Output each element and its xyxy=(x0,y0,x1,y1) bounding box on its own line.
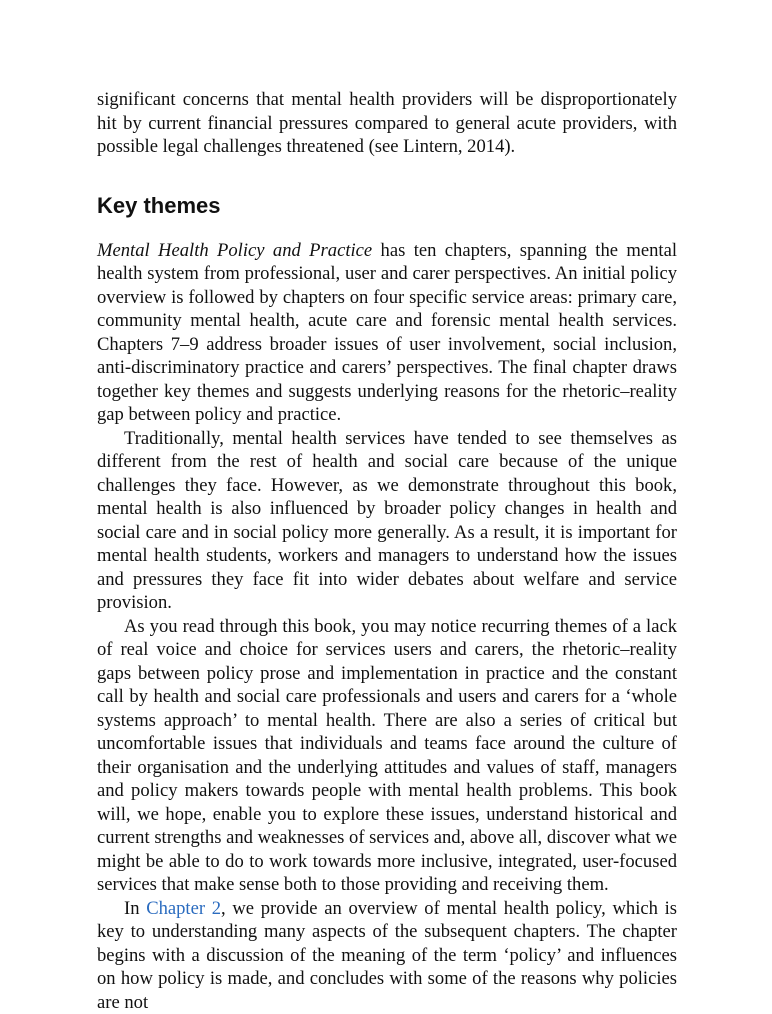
paragraph-chapter-2-prefix: In xyxy=(124,898,146,919)
intro-continuation-paragraph: significant concerns that mental health providers will be disproportionately hit by current financial pressures compared to general acute providers, with possible legal challenges threatened (see Lintern, 2014). xyxy=(97,88,677,159)
paragraph-chapter-2 xyxy=(97,897,677,1014)
paragraph-chapter-2-text: , we provide an overview of mental health policy, which is key to understanding many aspects of the subsequent chapters. The chapter begins with a discussion of the meaning of the term ‘policy’ and influences on how policy is made, and concludes with some of the reasons why policies are not xyxy=(97,898,677,1013)
paragraph-overview xyxy=(97,239,677,427)
chapter-2-link[interactable]: Chapter 2 xyxy=(146,898,221,919)
book-title: Mental Health Policy and Practice xyxy=(97,240,372,261)
page-body xyxy=(97,88,677,1014)
paragraph-overview-text: has ten chapters, spanning the mental health system from professional, user and carer perspectives. An initial policy overview is followed by chapters on four specific service areas: primary care, community mental health, acute care and forensic mental health services. Chapters 7–9 address broader issues of user involvement, social inclusion, anti-discriminatory practice and carers’ perspectives. The final chapter draws together key themes and suggests underlying reasons for the rhetoric–reality gap between policy and practice. xyxy=(97,240,677,426)
section-heading: Key themes xyxy=(97,193,677,219)
paragraph-traditionally: Traditionally, mental health services have tended to see themselves as different from the rest of health and social care because of the unique challenges they face. However, as we demonstrate throughout this book, mental health is also influenced by broader policy changes in health and social care and in social policy more generally. As a result, it is important for mental health students, workers and managers to understand how the issues and pressures they face fit into wider debates about welfare and service provision. xyxy=(97,427,677,615)
paragraph-recurring-themes: As you read through this book, you may notice recurring themes of a lack of real voice and choice for services users and carers, the rhetoric–reality gaps between policy prose and implementation in practice and the constant call by health and social care professionals and users and carers for a ‘whole systems approach’ to mental health. There are also a series of critical but uncomfortable issues that individuals and teams face around the culture of their organisation and the underlying attitudes and values of staff, managers and policy makers towards people with mental health problems. This book will, we hope, enable you to explore these issues, understand historical and current strengths and weaknesses of services and, above all, discover what we might be able to do to work towards more inclusive, integrated, user-focused services that make sense both to those providing and receiving them. xyxy=(97,615,677,897)
